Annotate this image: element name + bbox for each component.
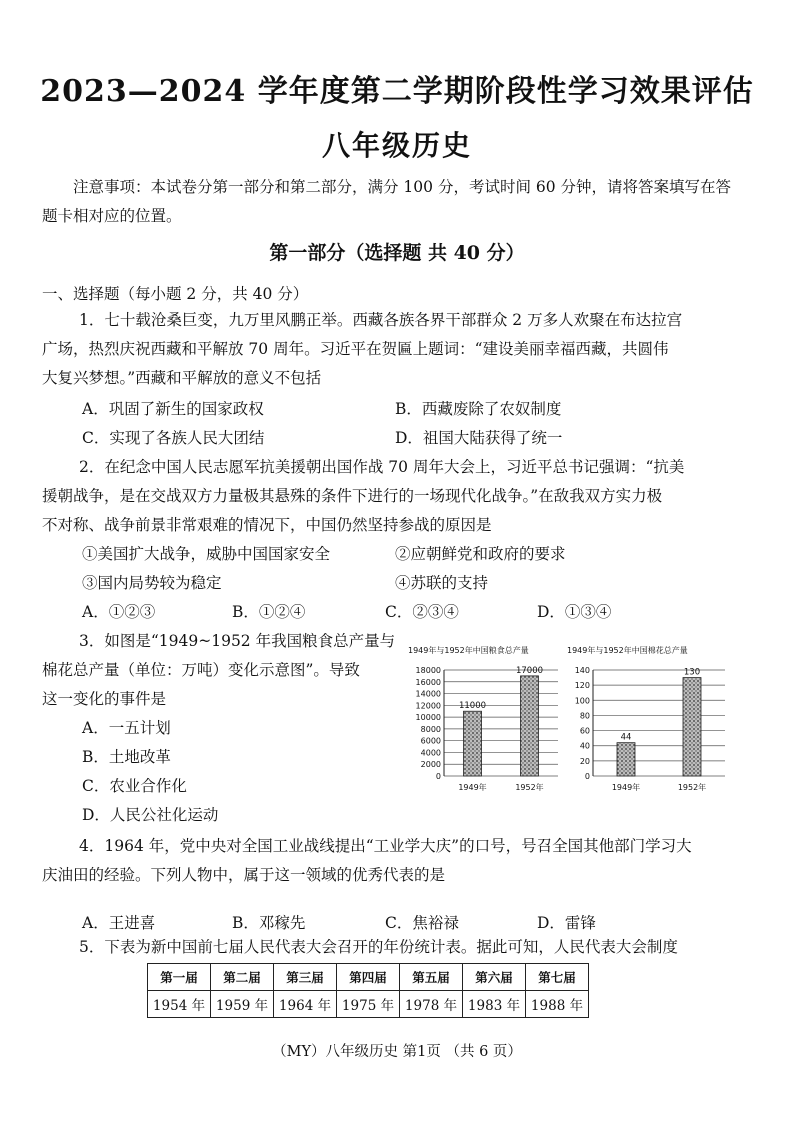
y-tick-label: 140 <box>574 666 590 675</box>
y-tick-label: 0 <box>435 772 441 781</box>
q4-option-a[interactable]: A．王进喜 <box>82 914 156 932</box>
table-cell: 1954 年 <box>148 991 211 1018</box>
y-tick-label: 18000 <box>415 666 441 675</box>
table-header-cell: 第七届 <box>526 964 589 991</box>
q2-option-d[interactable]: D．①③④ <box>537 603 612 621</box>
notice-text: 注意事项：本试卷分第一部分和第二部分，满分 100 分，考试时间 60 分钟，请将答案填写在答题卡相对应的位置。 <box>42 178 732 225</box>
x-tick-label: 1949年 <box>611 783 641 792</box>
x-tick-label: 1949年 <box>458 783 487 792</box>
q1-line: 大复兴梦想。”西藏和平解放的意义不包括 <box>42 369 322 387</box>
q2-item-1: ①美国扩大战争，威胁中国国家安全 <box>82 545 331 563</box>
table-header-cell: 第三届 <box>274 964 337 991</box>
y-tick-label: 8000 <box>420 724 441 734</box>
q3-option-b[interactable]: B．土地改革 <box>82 748 171 766</box>
bar <box>464 711 482 776</box>
question-3 <box>42 627 412 714</box>
y-tick-label: 80 <box>579 711 590 721</box>
table-cell: 1978 年 <box>400 991 463 1018</box>
y-tick-label: 20 <box>579 756 590 766</box>
y-tick-label: 120 <box>574 681 590 691</box>
bar <box>617 743 635 776</box>
q2-item-4: ④苏联的支持 <box>395 574 489 592</box>
q1-option-a[interactable]: A．巩固了新生的国家政权 <box>82 400 264 418</box>
section1-heading: 一、选择题（每小题 2 分，共 40 分） <box>42 285 309 303</box>
y-tick-label: 6000 <box>420 736 441 746</box>
table-cell: 1988 年 <box>526 991 589 1018</box>
y-tick-label: 0 <box>584 772 590 781</box>
q1-line: 广场，热烈庆祝西藏和平解放 70 周年。习近平在贺匾上题词：“建设美丽幸福西藏，共圆伟 <box>42 340 669 358</box>
table-header-cell: 第六届 <box>463 964 526 991</box>
q4-option-b[interactable]: B．邓稼先 <box>232 914 306 932</box>
table-header-cell: 第二届 <box>211 964 274 991</box>
y-tick-label: 4000 <box>420 748 441 758</box>
table-cell: 1959 年 <box>211 991 274 1018</box>
q1-option-c[interactable]: C．实现了各族人民大团结 <box>82 429 265 447</box>
q1-line: 1．七十载沧桑巨变，九万里风鹏正举。西藏各族各界干部群众 2 万多人欢聚在布达拉宫 <box>79 311 683 329</box>
table-header-cell: 第四届 <box>337 964 400 991</box>
q3-option-d[interactable]: D．人民公社化运动 <box>82 806 219 824</box>
q4-line: 4．1964 年，党中央对全国工业战线提出“工业学大庆”的口号，号召全国其他部门学习大 <box>79 837 692 855</box>
bar <box>683 678 701 776</box>
table-cell: 1975 年 <box>337 991 400 1018</box>
data-label: 17000 <box>515 665 544 676</box>
q2-option-b[interactable]: B．①②④ <box>232 603 306 621</box>
y-tick-label: 2000 <box>420 760 441 770</box>
data-label: 44 <box>620 732 632 743</box>
q2-line: 不对称、战争前景非常艰难的情况下，中国仍然坚持参战的原因是 <box>42 516 492 534</box>
question-1 <box>42 306 752 393</box>
y-tick-label: 14000 <box>415 689 441 699</box>
q2-item-3: ③国内局势较为稳定 <box>82 574 222 592</box>
q3-line: 这一变化的事件是 <box>42 690 167 708</box>
table-header-row <box>148 964 589 991</box>
q1-option-b[interactable]: B．西藏废除了农奴制度 <box>395 400 562 418</box>
q2-option-c[interactable]: C．②③④ <box>385 603 459 621</box>
table-cell: 1983 年 <box>463 991 526 1018</box>
q3-line: 棉花总产量（单位：万吨）变化示意图”。导致 <box>42 661 360 679</box>
x-tick-label: 1952年 <box>677 783 707 792</box>
y-tick-label: 12000 <box>415 701 441 711</box>
y-tick-label: 16000 <box>415 677 441 687</box>
x-tick-label: 1952年 <box>515 783 544 792</box>
q2-option-a[interactable]: A．①②③ <box>82 603 156 621</box>
y-tick-label: 100 <box>574 696 590 706</box>
table-header-cell: 第五届 <box>400 964 463 991</box>
part1-heading: 第一部分（选择题 共 40 分） <box>269 242 525 264</box>
congress-years-table <box>147 963 589 1018</box>
q3-line: 3．如图是“1949~1952 年我国粮食总产量与 <box>79 632 396 650</box>
table-cell: 1964 年 <box>274 991 337 1018</box>
q3-option-c[interactable]: C．农业合作化 <box>82 777 187 795</box>
table-header-cell: 第一届 <box>148 964 211 991</box>
y-tick-label: 10000 <box>415 713 441 723</box>
q5-line: 5．下表为新中国前七届人民代表大会召开的年份统计表。据此可知，人民代表大会制度 <box>79 938 678 956</box>
y-tick-label: 40 <box>579 741 590 751</box>
chart-title: 1949年与1952年中国粮食总产量 <box>408 646 529 655</box>
question-4 <box>42 832 752 890</box>
q4-line: 庆油田的经验。下列人物中，属于这一领域的优秀代表的是 <box>42 866 446 884</box>
exam-subject: 八年级历史 <box>321 129 472 162</box>
q1-option-d[interactable]: D．祖国大陆获得了统一 <box>395 429 563 447</box>
question-2 <box>42 453 752 540</box>
chart-title: 1949年与1952年中国棉花总产量 <box>567 646 688 655</box>
q3-option-a[interactable]: A．一五计划 <box>82 719 171 737</box>
q2-line: 2．在纪念中国人民志愿军抗美援朝出国作战 70 周年大会上，习近平总书记强调：“抗美 <box>79 458 685 476</box>
q4-option-c[interactable]: C．焦裕禄 <box>385 914 459 932</box>
grain-output-chart <box>408 644 568 800</box>
exam-title: 2023—2024 学年度第二学期阶段性学习效果评估 <box>40 74 754 109</box>
q2-item-2: ②应朝鲜党和政府的要求 <box>395 545 566 563</box>
page-footer: （MY）八年级历史 第1页 （共 6 页） <box>272 1044 522 1060</box>
cotton-output-chart <box>565 644 735 800</box>
question-5 <box>42 933 752 962</box>
data-label: 11000 <box>458 701 487 712</box>
y-tick-label: 60 <box>579 726 590 736</box>
data-label: 130 <box>683 667 701 678</box>
q2-line: 援朝战争，是在交战双方力量极其悬殊的条件下进行的一场现代化战争。”在敌我双方实力极 <box>42 487 663 505</box>
bar <box>521 676 539 776</box>
table-row <box>148 991 589 1018</box>
q4-option-d[interactable]: D．雷锋 <box>537 914 596 932</box>
